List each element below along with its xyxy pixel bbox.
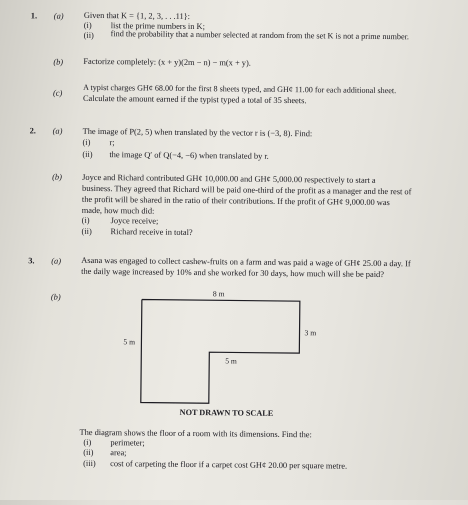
q1a-i-text: list the prime numbers in K; xyxy=(110,21,205,32)
q3b-stem: The diagram shows the floor of a room with its dimensions. Find the: xyxy=(79,427,312,440)
q2b-line1: Joyce and Richard contributed GH¢ 10,000.00 and GH¢ 5,000.00 respectively to start a xyxy=(82,172,376,185)
q2b-line3: the profit will be shared in the ratio of their contributions. If the profit of GH¢ 9,000.00 was xyxy=(81,194,390,208)
q3a-line1: Asana was engaged to collect cashew-fruits on a farm and was paid a wage of GH¢ 25.00 a day. If xyxy=(81,255,411,269)
q2b-i-label: (i) xyxy=(81,215,90,225)
q3b-i-label: (i) xyxy=(83,437,92,447)
q1a-ii-label: (ii) xyxy=(83,30,94,40)
q2b-line2: business. They agreed that Richard will be paid one-third of the profit as a manager and the rest of xyxy=(81,183,412,197)
q2-number: 2. xyxy=(29,126,36,136)
q3b-iii-label: (iii) xyxy=(83,458,96,469)
dim-bottom-label: 5 m xyxy=(225,356,237,366)
dim-left-label: 5 m xyxy=(123,337,136,347)
q1a-ii-text: find the probability that a number selected at random from the set K is not a prime number. xyxy=(110,29,409,42)
dim-right-label: 3 m xyxy=(304,328,317,338)
q2b-line4: made, how much did: xyxy=(81,205,155,216)
q2a-ii-text: the image Q′ of Q(−4, −6) when translated by r. xyxy=(109,150,269,161)
q1b-label: (b) xyxy=(53,57,64,67)
q2b-ii-text: Richard receive in total? xyxy=(110,227,193,238)
q1b-text: Factorize completely: (x + y)(2m − n) − m(x + y). xyxy=(83,56,251,68)
q3b-ii-label: (ii) xyxy=(83,447,94,458)
not-to-scale-note: NOT DRAWN TO SCALE xyxy=(179,407,274,418)
q3a-label: (a) xyxy=(51,256,62,266)
q2a-ii-label: (ii) xyxy=(82,149,93,159)
q3b-iii-text: cost of carpeting the floor if a carpet cost GH¢ 20.00 per square metre. xyxy=(110,459,348,471)
q2b-ii-label: (ii) xyxy=(81,226,92,236)
floor-plan-outline xyxy=(141,300,300,405)
q1a-label: (a) xyxy=(53,11,64,21)
q2b-label: (b) xyxy=(52,172,62,182)
q1-number: 1. xyxy=(30,11,38,21)
q1c-line1: A typist charges GH¢ 68.00 for the first 8 sheets typed, and GH¢ 11.00 for each additional sheet. xyxy=(83,82,397,96)
q3a-line2: the daily wage increased by 10% and she worked for 30 days, how much will she be paid? xyxy=(81,266,385,280)
dim-top-label: 8 m xyxy=(212,289,225,299)
q3b-i-text: perimeter; xyxy=(110,438,145,448)
q2a-label: (a) xyxy=(52,126,63,136)
q2a-i-text: r; xyxy=(109,138,115,148)
q3-number: 3. xyxy=(28,256,35,266)
q3b-ii-text: area; xyxy=(110,448,127,458)
q1c-line2: Calculate the amount earned if the typist typed a total of 35 sheets. xyxy=(82,93,307,106)
q1a-stem: Given that K = {1, 2, 3, . . .11}: xyxy=(83,10,191,21)
q2b-i-text: Joyce receive; xyxy=(110,216,159,226)
q1c-label: (c) xyxy=(52,88,63,98)
q2a-i-label: (i) xyxy=(82,137,91,147)
q3b-label: (b) xyxy=(50,292,61,302)
q2a-stem: The image of P(2, 5) when translated by the vector r is (−3, 8). Find: xyxy=(82,126,313,139)
q1a-i-label: (i) xyxy=(83,20,92,30)
